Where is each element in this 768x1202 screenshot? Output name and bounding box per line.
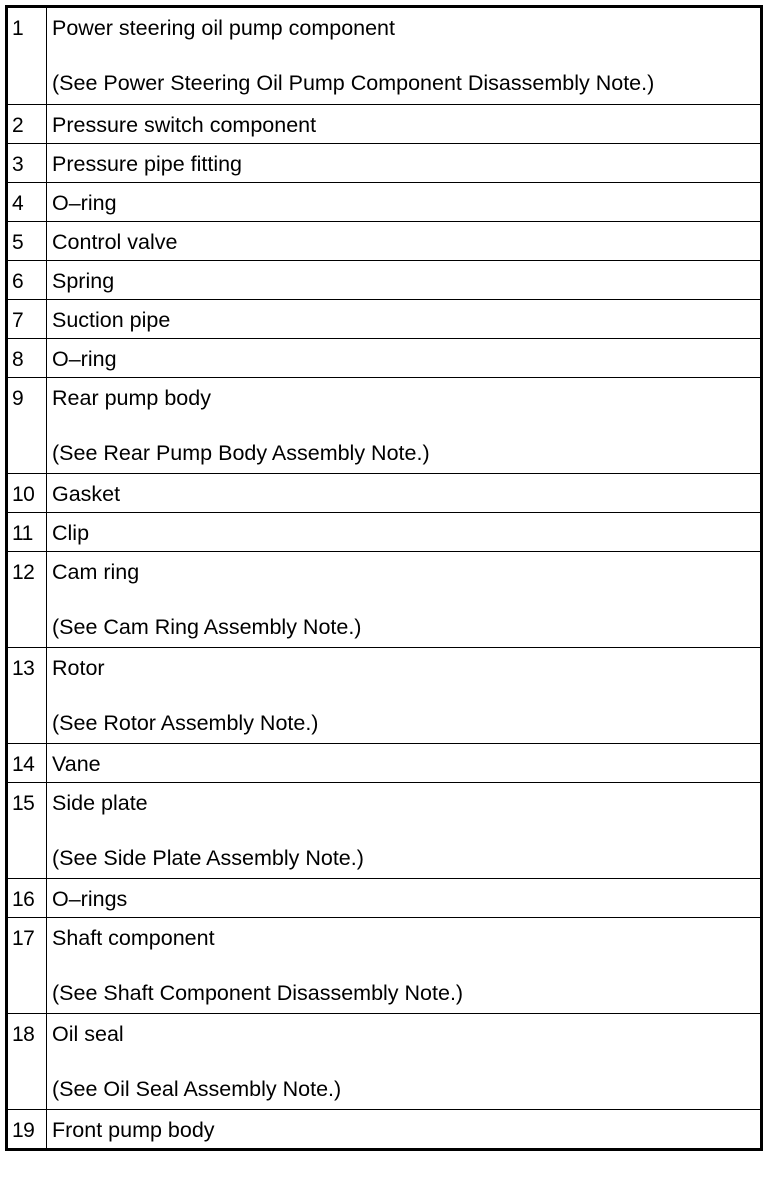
item-note: (See Power Steering Oil Pump Component Disassembly Note.) <box>52 71 655 95</box>
parts-table <box>5 5 763 1151</box>
item-name: Cam ring <box>52 560 140 584</box>
item-description <box>47 918 760 1013</box>
item-number: 2 <box>8 105 47 143</box>
item-description <box>47 1110 760 1148</box>
item-description <box>47 648 760 743</box>
item-description <box>47 144 760 182</box>
item-name: Shaft component <box>52 926 215 950</box>
item-name: O–ring <box>52 191 117 215</box>
item-number: 16 <box>8 879 47 917</box>
item-description <box>47 474 760 512</box>
table-row <box>8 917 760 1013</box>
item-number: 7 <box>8 300 47 338</box>
item-description <box>47 300 760 338</box>
item-name: Vane <box>52 752 101 776</box>
table-row <box>8 473 760 512</box>
table-row <box>8 143 760 182</box>
item-number: 1 <box>8 8 47 104</box>
item-name: Control valve <box>52 230 178 254</box>
item-number: 14 <box>8 744 47 782</box>
item-name: Oil seal <box>52 1022 124 1046</box>
item-name: Spring <box>52 269 115 293</box>
item-number: 17 <box>8 918 47 1013</box>
item-number: 9 <box>8 378 47 473</box>
item-name: Rear pump body <box>52 386 211 410</box>
table-row <box>8 647 760 743</box>
item-name: Side plate <box>52 791 148 815</box>
item-name: O–rings <box>52 887 128 911</box>
item-note: (See Side Plate Assembly Note.) <box>52 846 364 870</box>
item-number: 3 <box>8 144 47 182</box>
item-note: (See Oil Seal Assembly Note.) <box>52 1077 342 1101</box>
item-note: (See Rotor Assembly Note.) <box>52 711 319 735</box>
item-number: 18 <box>8 1014 47 1109</box>
item-number: 13 <box>8 648 47 743</box>
item-description <box>47 1014 760 1109</box>
item-number: 19 <box>8 1110 47 1148</box>
table-row <box>8 182 760 221</box>
table-row <box>8 299 760 338</box>
item-name: Clip <box>52 521 90 545</box>
item-name: Front pump body <box>52 1118 215 1142</box>
item-name: Rotor <box>52 656 105 680</box>
item-description <box>47 339 760 377</box>
table-row <box>8 8 760 104</box>
item-number: 5 <box>8 222 47 260</box>
table-row <box>8 551 760 647</box>
item-name: O–ring <box>52 347 117 371</box>
table-row <box>8 512 760 551</box>
item-description <box>47 513 760 551</box>
table-row <box>8 377 760 473</box>
item-name: Power steering oil pump component <box>52 16 395 40</box>
item-name: Pressure switch component <box>52 113 317 137</box>
table-row <box>8 1013 760 1109</box>
table-row <box>8 221 760 260</box>
item-name: Suction pipe <box>52 308 171 332</box>
item-description <box>47 783 760 878</box>
table-row <box>8 878 760 917</box>
item-description <box>47 552 760 647</box>
item-description <box>47 183 760 221</box>
item-description <box>47 222 760 260</box>
item-description <box>47 744 760 782</box>
table-row <box>8 1109 760 1148</box>
item-note: (See Cam Ring Assembly Note.) <box>52 615 362 639</box>
table-row <box>8 782 760 878</box>
table-row <box>8 104 760 143</box>
item-number: 11 <box>8 513 47 551</box>
item-description <box>47 261 760 299</box>
table-row <box>8 743 760 782</box>
table-row <box>8 338 760 377</box>
item-description <box>47 378 760 473</box>
item-description <box>47 879 760 917</box>
item-note: (See Rear Pump Body Assembly Note.) <box>52 441 430 465</box>
item-number: 6 <box>8 261 47 299</box>
item-name: Gasket <box>52 482 121 506</box>
item-note: (See Shaft Component Disassembly Note.) <box>52 981 464 1005</box>
item-number: 8 <box>8 339 47 377</box>
item-number: 12 <box>8 552 47 647</box>
item-description <box>47 8 760 104</box>
item-number: 4 <box>8 183 47 221</box>
item-name: Pressure pipe fitting <box>52 152 243 176</box>
item-number: 15 <box>8 783 47 878</box>
item-description <box>47 105 760 143</box>
item-number: 10 <box>8 474 47 512</box>
table-row <box>8 260 760 299</box>
